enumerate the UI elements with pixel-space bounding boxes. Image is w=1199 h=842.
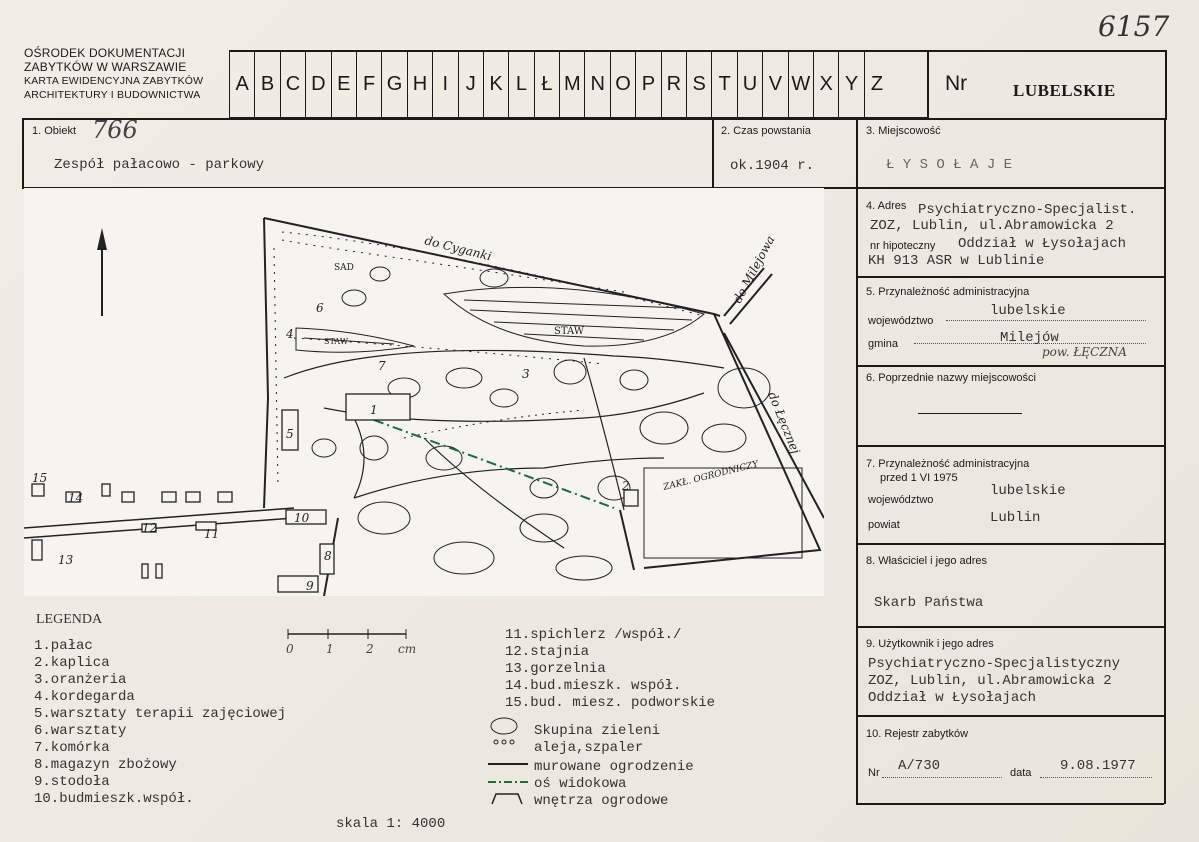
road-label-top: do Cyganki [423, 233, 493, 264]
legend-item: 5.warsztaty terapii zajęciowej [34, 706, 287, 722]
index-letter: Y [838, 50, 863, 118]
building-number: 3 [522, 367, 530, 381]
building-number: 1 [370, 403, 378, 417]
alphabet-index [229, 50, 889, 118]
region-label: LUBELSKIE [1013, 81, 1116, 100]
powiat-label: powiat [868, 519, 900, 531]
rejestr-nr-value: A/730 [898, 758, 941, 774]
czas-label: 2. Czas powstania [721, 125, 811, 137]
legend-item: 6.warsztaty [34, 723, 127, 739]
legend-item: 12.stajnia [505, 644, 590, 660]
index-letter: D [305, 50, 330, 118]
rejestr-label: 10. Rejestr zabytków [866, 728, 969, 740]
legend-item: 8.magazyn zbożowy [34, 757, 177, 773]
legend-symbol-label: wnętrza ogrodowe [534, 793, 669, 809]
scale-tick: 2 [366, 642, 374, 656]
scale-bar [284, 626, 414, 642]
adres-line1: Psychiatryczno-Specjalist. [918, 202, 1137, 218]
przynaleznosc-label: 5. Przynależność administracyjna [866, 286, 1030, 298]
uzytkownik-line3: Oddział w Łysołajach [868, 690, 1037, 706]
index-letter: A [229, 50, 254, 118]
legend-item: 7.komórka [34, 740, 110, 756]
uzytkownik-line1: Psychiatryczno-Specjalistyczny [868, 656, 1121, 672]
wojewodztwo-value: lubelskie [990, 303, 1066, 319]
region-box [927, 50, 1167, 120]
adres-line2: ZOZ, Lublin, ul.Abramowicka 2 [870, 218, 1114, 234]
uzytkownik-label: 9. Użytkownik i jego adres [866, 638, 994, 650]
wlasciciel-value: Skarb Państwa [874, 595, 984, 611]
building-number: 14 [68, 491, 84, 505]
index-letter: C [280, 50, 305, 118]
scale-tick: 1 [326, 642, 334, 656]
institution-name [24, 46, 214, 102]
index-letter: K [483, 50, 508, 118]
scale-text: skala 1: 4000 [336, 816, 446, 832]
index-letter: P [635, 50, 660, 118]
building-number: 15 [32, 471, 48, 485]
site-plan-map [24, 188, 824, 596]
legend-item: 1.pałac [34, 638, 93, 654]
index-letter: O [610, 50, 635, 118]
rejestr-data-label: data [1010, 767, 1032, 779]
building-number: 4 [286, 327, 294, 341]
pond-label: STAW [554, 326, 585, 337]
road-label-right2: do Łęcznej [765, 389, 803, 456]
index-letter: L [508, 50, 533, 118]
legend-item: 13.gorzelnia [505, 661, 606, 677]
pond-label-small: STAW [324, 337, 349, 346]
building-number: 12 [142, 521, 158, 535]
building-number: 8 [324, 549, 332, 563]
legend-symbol-label: Skupina zieleni [534, 723, 661, 739]
legend-symbol-label: murowane ogrodzenie [534, 759, 694, 775]
woj1975-value: lubelskie [990, 483, 1066, 499]
index-letter: V [762, 50, 787, 118]
legend-item: 15.bud. miesz. podworskie [505, 695, 716, 711]
obiekt-value: Zespół pałacowo - parkowy [54, 157, 265, 173]
tree-clump-icon [491, 718, 517, 734]
building-number: 6 [316, 301, 324, 315]
institution-line: ARCHITEKTURY I BUDOWNICTWA [24, 89, 201, 101]
index-letter: X [813, 50, 838, 118]
gmina-value: Milejów [1000, 330, 1059, 346]
adres-label: 4. Adres [866, 200, 907, 212]
index-letter: E [331, 50, 356, 118]
building-number: 7 [378, 359, 386, 373]
przynaleznosc1975-sub: przed 1 VI 1975 [880, 472, 958, 484]
building-number: 10 [294, 511, 310, 525]
rejestr-nr-label: Nr [868, 767, 880, 779]
scale-tick: 0 [286, 642, 294, 656]
garden-interior-icon [492, 794, 522, 804]
index-letter: B [254, 50, 279, 118]
gmina-label: gmina [868, 338, 898, 350]
obiekt-label: 1. Obiekt [32, 125, 77, 137]
index-letter: I [432, 50, 457, 118]
scale-tick: cm [398, 642, 417, 656]
legend-symbol-label: aleja,szpaler [534, 740, 644, 756]
woj1975-label: województwo [868, 494, 934, 506]
index-letter: R [661, 50, 686, 118]
index-letter: H [407, 50, 432, 118]
index-letter: F [356, 50, 381, 118]
index-letter: Z [864, 50, 889, 118]
rejestr-data-value: 9.08.1977 [1060, 758, 1136, 774]
index-letter: S [686, 50, 711, 118]
czas-value: ok.1904 r. [730, 158, 815, 174]
legend-item: 11.spichlerz /współ./ [505, 627, 682, 643]
przynaleznosc1975-label: 7. Przynależność administracyjna [866, 458, 1030, 470]
corner-number: 6157 [1098, 10, 1170, 43]
powiat-value: Lublin [990, 510, 1041, 526]
hipoteczny-line1: Oddział w Łysołajach [958, 236, 1127, 252]
legend-item: 10.budmieszk.współ. [34, 791, 194, 807]
institution-line: KARTA EWIDENCYJNA ZABYTKÓW [24, 75, 204, 87]
orchard-label: SAD [334, 263, 354, 273]
building-number: 5 [286, 427, 294, 441]
index-letter: Ł [534, 50, 559, 118]
legend-symbols [488, 716, 534, 812]
gmina-note: pow. ŁĘCZNA [1042, 345, 1127, 359]
road-label-right: do Milejowa [730, 233, 778, 306]
nr-label: Nr [945, 72, 968, 95]
wojewodztwo-label: województwo [868, 315, 934, 327]
building-number: 2 [622, 479, 630, 493]
legend-item: 2.kaplica [34, 655, 110, 671]
index-letter: T [711, 50, 736, 118]
index-letter: U [737, 50, 762, 118]
index-letter: W [788, 50, 813, 118]
index-letter: G [381, 50, 406, 118]
wlasciciel-label: 8. Właściciel i jego adres [866, 555, 988, 567]
nursery-label: ZAKŁ. OGRODNICZY [662, 459, 760, 493]
index-letter: M [559, 50, 584, 118]
hipoteczny-line2: KH 913 ASR w Lublinie [868, 253, 1045, 269]
building-number: 13 [58, 553, 74, 567]
index-letter: J [458, 50, 483, 118]
legend-item: 9.stodoła [34, 774, 110, 790]
alley-dots-icon [494, 740, 514, 744]
building-number: 9 [306, 579, 314, 593]
legend-symbol-label: oś widokowa [534, 776, 627, 792]
legend-title: LEGENDA [36, 612, 103, 627]
institution-line: OŚRODEK DOKUMENTACJI [24, 46, 186, 60]
uzytkownik-line2: ZOZ, Lublin, ul.Abramowicka 2 [868, 673, 1112, 689]
miejscowosc-label: 3. Miejscowość [866, 125, 941, 137]
legend-item: 4.kordegarda [34, 689, 135, 705]
miejscowosc-value: Ł Y S O Ł A J E [886, 157, 1013, 173]
building-number: 11 [204, 527, 220, 541]
hipoteczny-label: nr hipoteczny [870, 240, 936, 252]
legend-item: 3.oranżeria [34, 672, 127, 688]
legend-item: 14.bud.mieszk. współ. [505, 678, 682, 694]
index-letter: N [584, 50, 609, 118]
institution-line: ZABYTKÓW W WARSZAWIE [24, 60, 187, 74]
obiekt-number: 766 [92, 116, 138, 144]
poprzednie-label: 6. Poprzednie nazwy miejscowości [866, 372, 1036, 384]
